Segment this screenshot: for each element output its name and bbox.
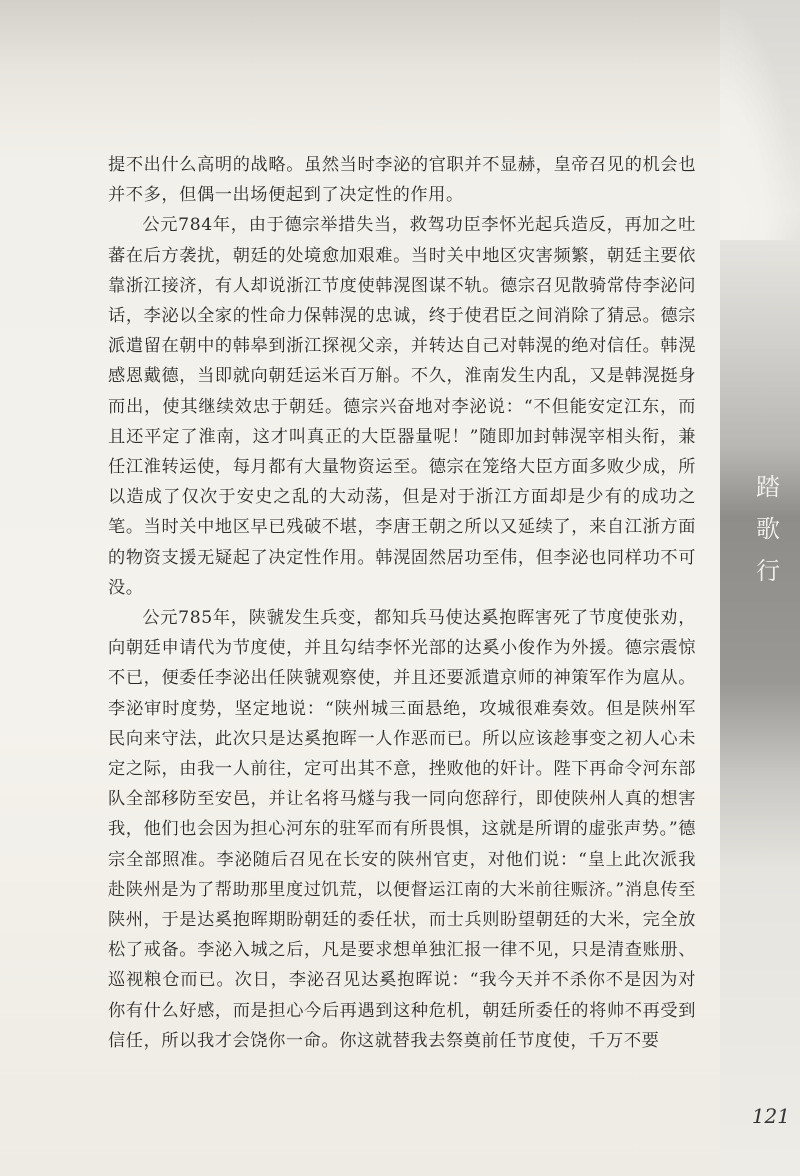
paragraph: 公元785年，陕虢发生兵变，都知兵马使达奚抱晖害死了节度使张劝，向朝廷申请代为节度使，并且勾结李怀光部的达奚小俊作为外援。德宗震惊不已，便委任李泌出任陕虢观察使，并且还要派遣京师的神策军作为扈从。李泌审时度势，坚定地说：“陕州城三面悬绝，攻城很难奏效。但是陕州军民向来守法，此次只是达奚抱晖一人作恶而已。所以应该趁事变之初人心未定之际，由我一人前往，定可出其不意，挫败他的奸计。陛下再命令河东部队全部移防至安邑，并让名将马燧与我一同向您辞行，即使陕州人真的想害我，他们也会因为担心河东的驻军而有所畏惧，这就是所谓的虚张声势。”德宗全部照准。李泌随后召见在长安的陕州官吏，对他们说：“皇上此次派我赴陕州是为了帮助那里度过饥荒，以便督运江南的大米前往赈济。”消息传至陕州，于是达奚抱晖期盼朝廷的委任状，而士兵则盼望朝廷的大米，完全放松了戒备。李泌入城之后，凡是要求想单独汇报一律不见，只是清查账册、巡视粮仓而已。次日，李泌召见达奚抱晖说：“我今天并不杀你不是因为对你有什么好感，而是担心今后再遇到这种危机，朝廷所委任的将帅不再受到信任，所以我才会饶你一命。你这就替我去祭奠前任节度使，千万不要	[108, 608, 696, 1051]
paragraph: 公元784年，由于德宗举措失当，救驾功臣李怀光起兵造反，再加之吐蕃在后方袭扰，朝廷的处境愈加艰难。当时关中地区灾害频繁，朝廷主要依靠浙江接济，有人却说浙江节度使韩滉图谋不轨。德宗召见散骑常侍李泌问话，李泌以全家的性命力保韩滉的忠诚，终于使君臣之间消除了猜忌。德宗派遣留在朝中的韩皋到浙江探视父亲，并转达自己对韩滉的绝对信任。韩滉感恩戴德，当即就向朝廷运米百万斛。不久，淮南发生内乱，又是韩滉挺身而出，使其继续效忠于朝廷。德宗兴奋地对李泌说：“不但能安定江东，而且还平定了淮南，这才叫真正的大臣器量呢！”随即加封韩滉宰相头衔，兼任江淮转运使，每月都有大量物资运至。德宗在笼络大臣方面多败少成，所以造成了仅次于安史之乱的大动荡，但是对于浙江方面却是少有的成功之笔。当时关中地区早已残破不堪，李唐王朝之所以又延续了，来自江浙方面的物资支援无疑起了决定性作用。韩滉固然居功至伟，但李泌也同样功不可没。	[108, 215, 696, 598]
side-char: 踏	[756, 473, 780, 501]
page-top-shadow	[0, 0, 800, 130]
side-char: 歌	[756, 515, 780, 543]
body-text	[108, 150, 696, 1056]
paragraph-continued: 提不出什么高明的战略。虽然当时李泌的官职并不显赫，皇帝召见的机会也并不多，但偶一出场便起到了决定性的作用。	[108, 155, 696, 206]
side-artwork-curve	[720, 0, 800, 240]
page-number: 121	[751, 1104, 790, 1128]
side-char: 行	[756, 557, 780, 585]
side-vertical-title	[748, 470, 788, 588]
